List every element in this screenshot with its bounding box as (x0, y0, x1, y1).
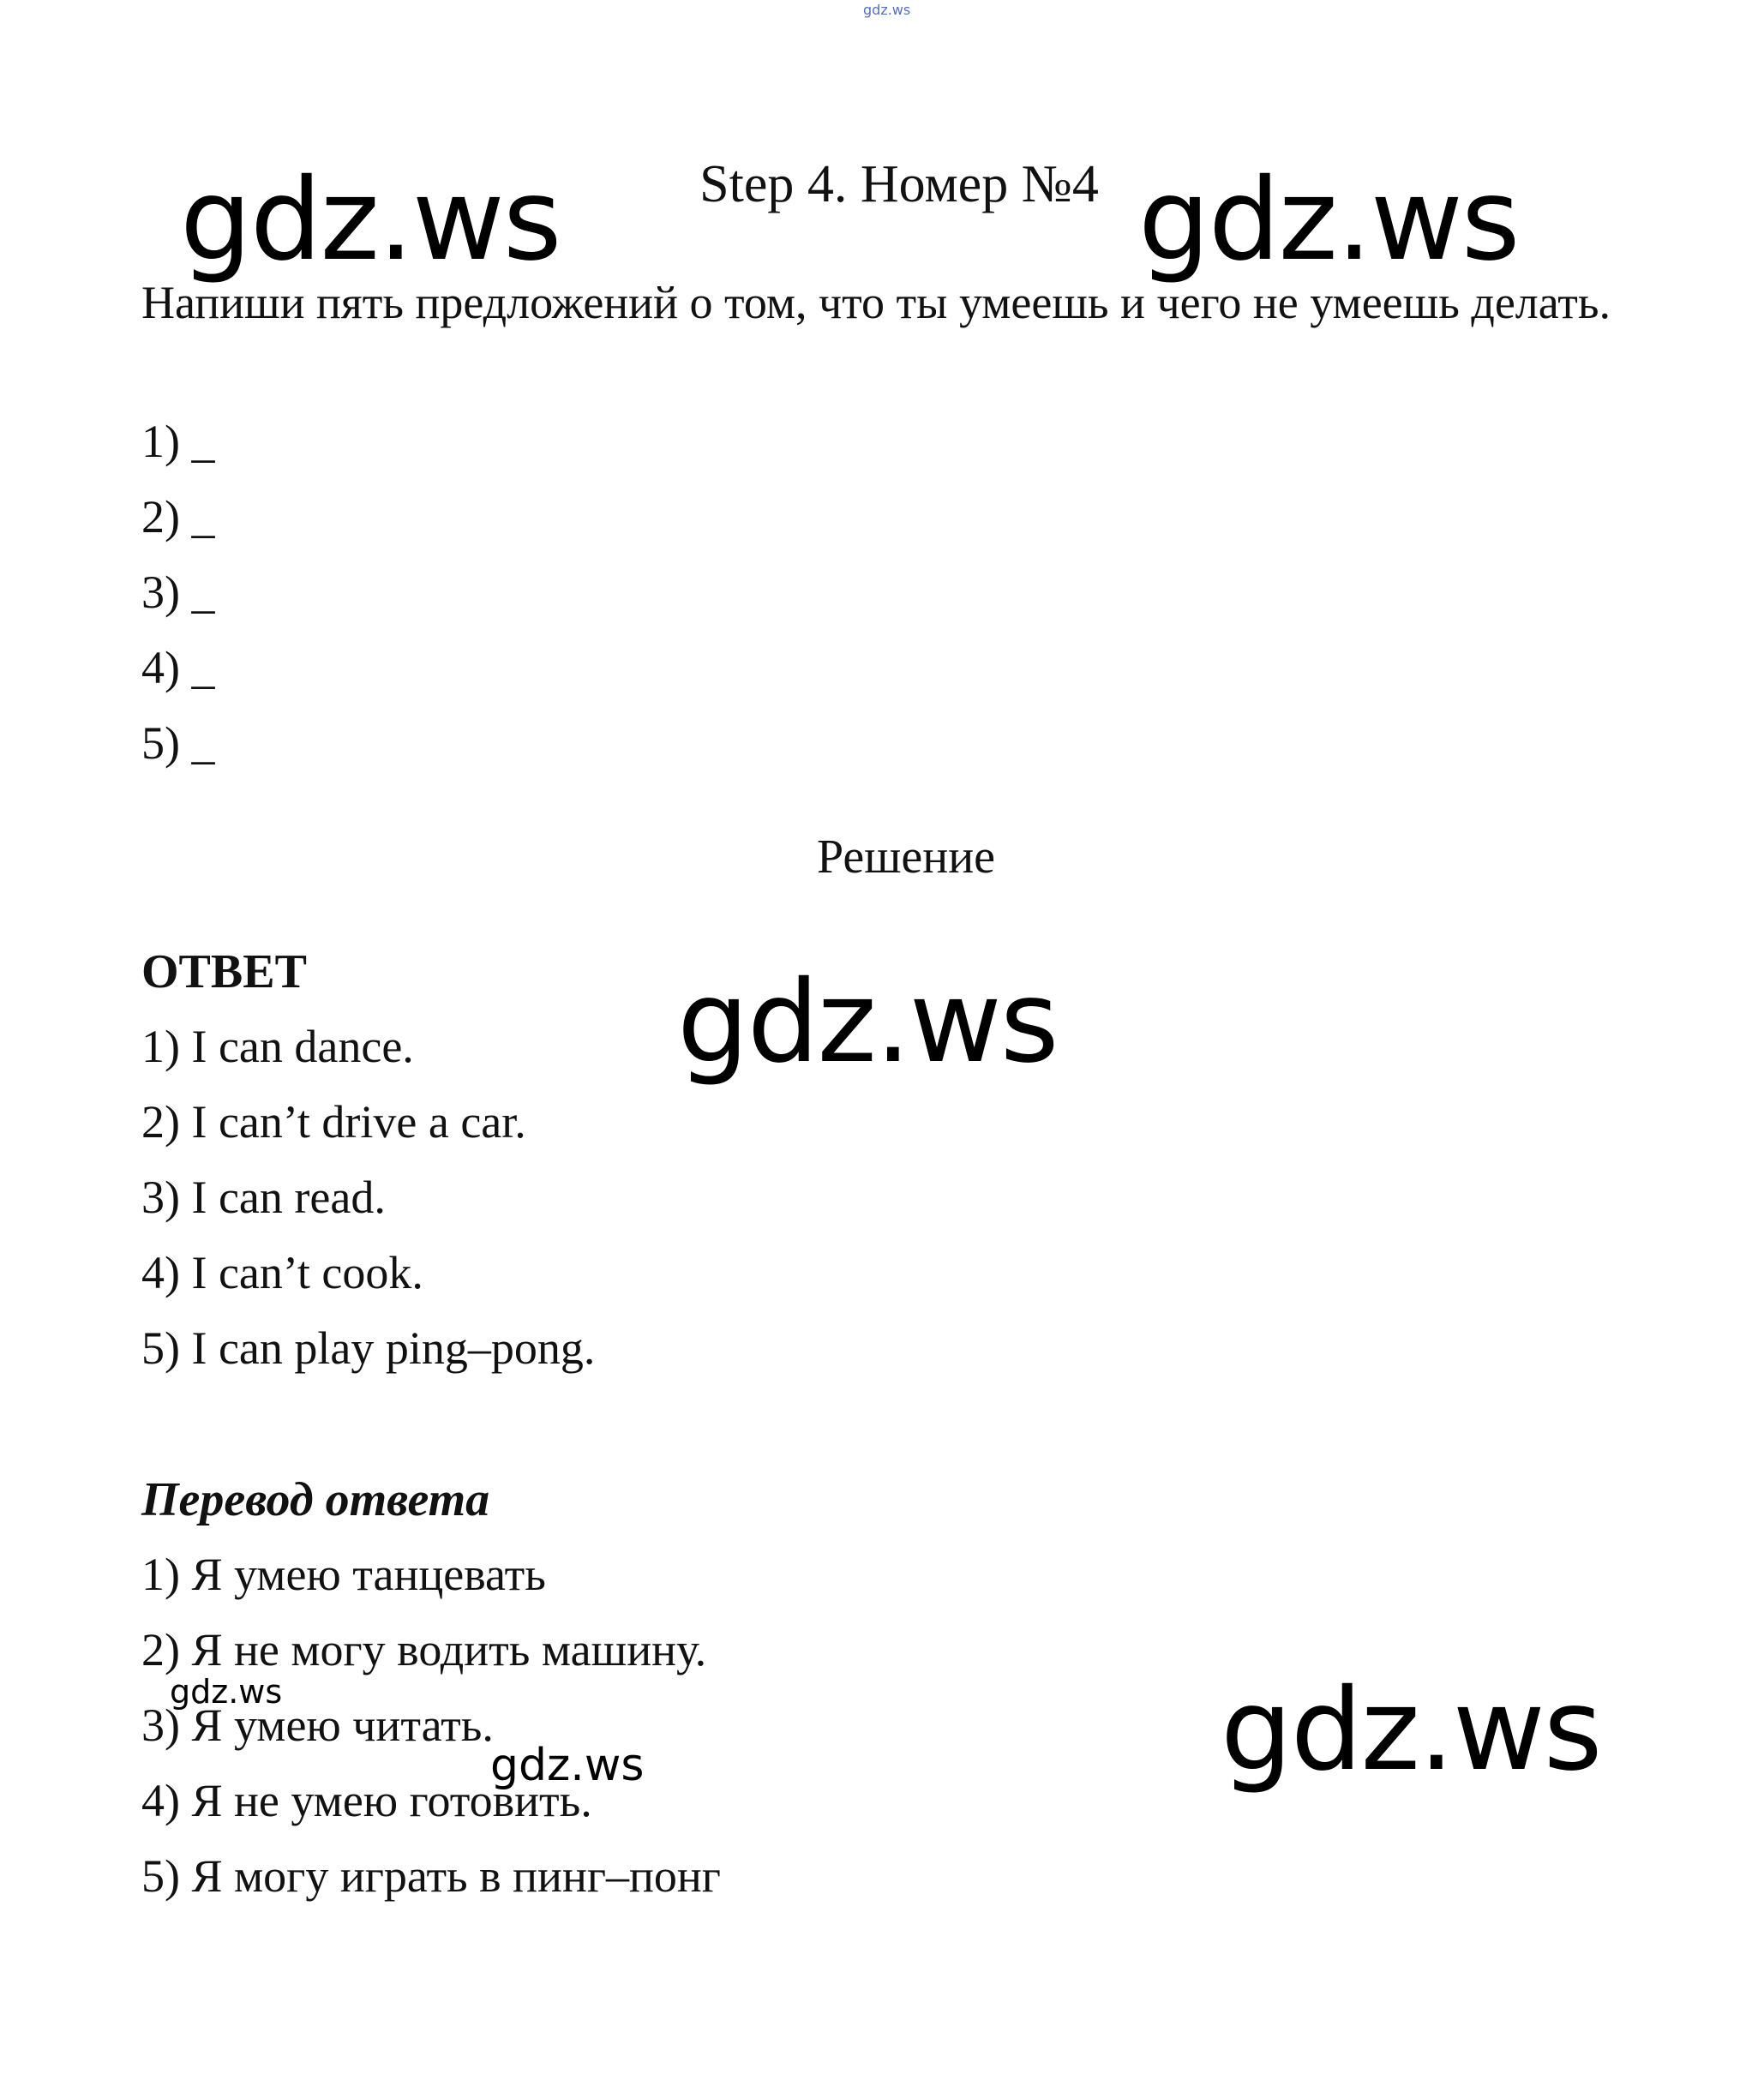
translation-heading: Перевод ответа (141, 1473, 490, 1526)
watermark-logo: gdz.ws (1138, 154, 1519, 286)
answer-item: 1) I can dance. (141, 1021, 414, 1072)
translation-item: 5) Я могу играть в пинг–понг (141, 1850, 721, 1902)
translation-item: 3) Я умею читать. (141, 1699, 494, 1751)
page-title: Step 4. Номер №4 (699, 155, 1099, 213)
blank-line: 1) _ (141, 416, 215, 467)
top-watermark: gdz.ws (863, 2, 911, 18)
translation-item: 1) Я умею танцевать (141, 1549, 546, 1600)
watermark-logo: gdz.ws (677, 956, 1058, 1088)
answer-item: 5) I can play ping–pong. (141, 1322, 596, 1374)
answer-item: 4) I can’t cook. (141, 1247, 423, 1298)
blank-line: 2) _ (141, 491, 215, 542)
blank-line: 4) _ (141, 642, 215, 693)
watermark-logo: gdz.ws (490, 1740, 645, 1791)
answer-item: 3) I can read. (141, 1172, 386, 1223)
solution-label: Решение (816, 830, 996, 884)
watermark-logo: gdz.ws (1221, 1664, 1601, 1796)
blank-line: 5) _ (141, 717, 215, 769)
watermark-logo: gdz.ws (180, 154, 561, 286)
answer-item: 2) I can’t drive a car. (141, 1096, 526, 1148)
translation-item: 2) Я не могу водить машину. (141, 1624, 707, 1675)
answer-heading: ОТВЕТ (141, 945, 307, 998)
task-text: Напиши пять предложений о том, что ты умеешь и чего не умеешь делать. (141, 277, 1611, 328)
watermark-logo: gdz.ws (170, 1673, 283, 1711)
blank-line: 3) _ (141, 566, 215, 618)
translation-item: 4) Я не умею готовить. (141, 1775, 592, 1826)
